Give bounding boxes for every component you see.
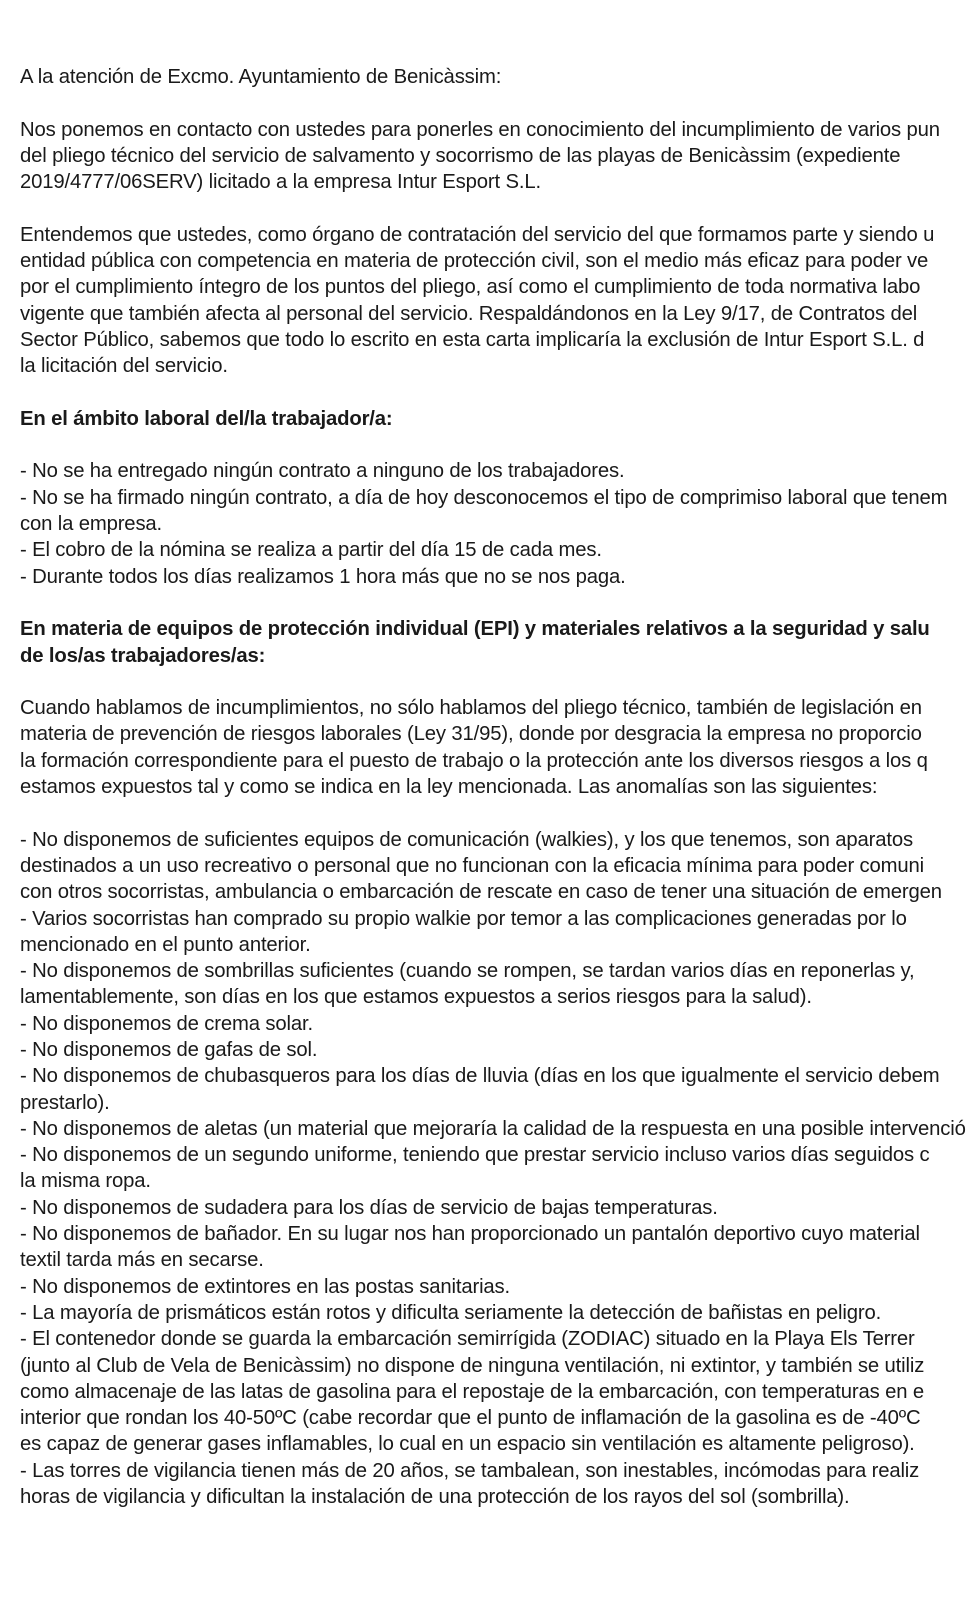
list-item: - No disponemos de suficientes equipos de comunicación (walkies), y los que tenemos, son aparatos	[20, 828, 913, 851]
list-item: - No se ha entregado ningún contrato a ninguno de los trabajadores.	[20, 460, 625, 483]
list-item: - No disponemos de chubasqueros para los días de lluvia (días en los que igualmente el servicio debem	[20, 1065, 940, 1088]
list-item: (junto al Club de Vela de Benicàssim) no dispone de ninguna ventilación, ni extintor, y también se utiliz	[20, 1354, 925, 1377]
list-item: horas de vigilancia y dificultan la instalación de una protección de los rayos del sol (sombrilla).	[20, 1486, 850, 1509]
list-item: - No disponemos de extintores en las postas sanitarias.	[20, 1275, 511, 1298]
context-line: por el cumplimiento íntegro de los puntos del pliego, así como el cumplimiento de toda normativa labo	[20, 276, 921, 299]
epi-intro-line: estamos expuestos tal y como se indica en la ley mencionada. Las anomalías son las siguientes:	[20, 776, 878, 799]
labor-list	[20, 458, 977, 589]
intro-line: del pliego técnico del servicio de salvamento y socorrismo de las playas de Benicàssim (expediente	[20, 144, 901, 167]
epi-heading	[20, 616, 977, 669]
epi-heading-line: de los/as trabajadores/as:	[20, 644, 266, 667]
list-item: - No disponemos de gafas de sol.	[20, 1038, 318, 1061]
spacer	[20, 195, 977, 221]
list-item: interior que rondan los 40-50ºC (cabe recordar que el punto de inflamación de la gasolina es de -40ºC	[20, 1407, 921, 1430]
list-item: prestarlo).	[20, 1091, 110, 1114]
list-item: - Las torres de vigilancia tienen más de 20 años, se tambalean, son inestables, incómodas para realiz	[20, 1459, 920, 1482]
epi-intro-line: Cuando hablamos de incumplimientos, no sólo hablamos del pliego técnico, también de legislación en	[20, 697, 922, 720]
list-item: - No se ha firmado ningún contrato, a día de hoy desconocemos el tipo de comprimiso laboral que tenem	[20, 486, 948, 509]
epi-intro-line: la formación correspondiente para el puesto de trabajo o la protección ante los diversos riesgos a los q	[20, 749, 928, 772]
intro-line: 2019/4777/06SERV) licitado a la empresa Intur Esport S.L.	[20, 171, 541, 194]
list-item: la misma ropa.	[20, 1170, 151, 1193]
list-item: - No disponemos de aletas (un material que mejoraría la calidad de la respuesta en una posible intervenció	[20, 1117, 966, 1140]
context-line: Entendemos que ustedes, como órgano de contratación del servicio del que formamos parte y siendo u	[20, 223, 935, 246]
list-item: - No disponemos de sudadera para los días de servicio de bajas temperaturas.	[20, 1196, 718, 1219]
list-item: es capaz de generar gases inflamables, lo cual en un espacio sin ventilación es altamente peligroso).	[20, 1433, 915, 1456]
list-item: con otros socorristas, ambulancia o embarcación de rescate en caso de tener una situación de emergen	[20, 881, 942, 904]
list-item: con la empresa.	[20, 513, 163, 536]
list-item: - El contenedor donde se guarda la embarcación semirrígida (ZODIAC) situado en la Playa Els Terrer	[20, 1328, 915, 1351]
list-item: lamentablemente, son días en los que estamos expuestos a serios riesgos para la salud).	[20, 986, 812, 1009]
intro-paragraph	[20, 117, 977, 196]
context-line: entidad pública con competencia en materia de protección civil, son el medio más eficaz para poder ve	[20, 250, 929, 273]
list-item: - El cobro de la nómina se realiza a partir del día 15 de cada mes.	[20, 539, 602, 562]
spacer	[20, 590, 977, 616]
context-line: Sector Público, sabemos que todo lo escrito en esta carta implicaría la exclusión de Intur Esport S.L. d	[20, 328, 925, 351]
list-item: destinados a un uso recreativo o personal que no funcionan con la eficacia mínima para poder comuni	[20, 854, 925, 877]
spacer	[20, 800, 977, 826]
epi-intro-line: materia de prevención de riesgos laborales (Ley 31/95), donde por desgracia la empresa no proporcio	[20, 723, 922, 746]
spacer	[20, 432, 977, 458]
epi-heading-line: En materia de equipos de protección individual (EPI) y materiales relativos a la seguridad y salu	[20, 618, 930, 641]
list-item: - Durante todos los días realizamos 1 hora más que no se nos paga.	[20, 565, 626, 588]
list-item: como almacenaje de las latas de gasolina para el repostaje de la embarcación, con temperaturas en e	[20, 1380, 924, 1403]
epi-intro-paragraph	[20, 695, 977, 800]
salutation: A la atención de Excmo. Ayuntamiento de Benicàssim:	[20, 66, 502, 88]
context-paragraph	[20, 222, 977, 380]
labor-heading: En el ámbito laboral del/la trabajador/a:	[20, 407, 393, 430]
list-item: - Varios socorristas han comprado su propio walkie por temor a las complicaciones generadas por lo	[20, 907, 907, 930]
spacer	[20, 380, 977, 406]
list-item: - No disponemos de bañador. En su lugar nos han proporcionado un pantalón deportivo cuyo material	[20, 1223, 920, 1246]
list-item: - No disponemos de crema solar.	[20, 1012, 313, 1035]
list-item: mencionado en el punto anterior.	[20, 933, 311, 956]
spacer	[20, 669, 977, 695]
list-item: - No disponemos de un segundo uniforme, teniendo que prestar servicio incluso varios días seguidos c	[20, 1144, 930, 1167]
context-line: vigente que también afecta al personal del servicio. Respaldándonos en la Ley 9/17, de Contratos del	[20, 302, 918, 325]
intro-line: Nos ponemos en contacto con ustedes para ponerles en conocimiento del incumplimiento de varios pun	[20, 118, 940, 141]
context-line: la licitación del servicio.	[20, 355, 228, 378]
epi-list	[20, 827, 977, 1511]
list-item: textil tarda más en secarse.	[20, 1249, 264, 1272]
spacer	[20, 90, 977, 116]
list-item: - No disponemos de sombrillas suficientes (cuando se rompen, se tardan varios días en reponerlas y,	[20, 960, 915, 983]
list-item: - La mayoría de prismáticos están rotos y dificulta seriamente la detección de bañistas en peligro.	[20, 1301, 882, 1324]
